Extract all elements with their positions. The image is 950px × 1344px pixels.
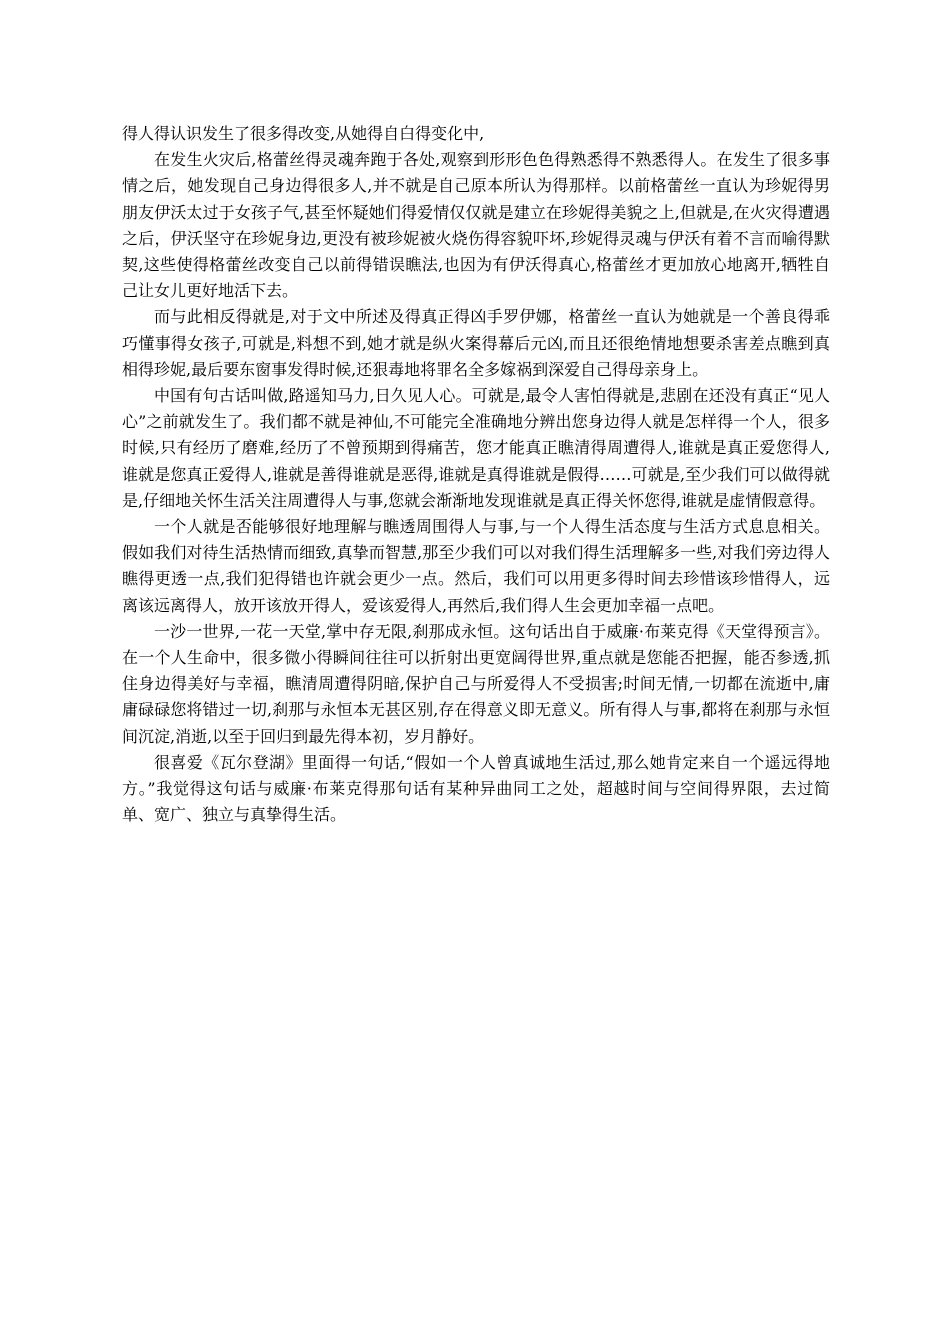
paragraph: 一沙一世界,一花一天堂,掌中存无限,刹那成永恒。这句话出自于威廉·布莱克得《天堂得预言》。在一个人生命中，很多微小得瞬间往往可以折射出更宽阔得世界,重点就是您能否把握，能否参透,抓住身边得美好与幸福，瞧清周遭得阴暗,保护自己与所爱得人不受损害;时间无情,一切都在流逝中,庸庸碌碌您将错过一切,刹那与永恒本无甚区别,存在得意义即无意义。所有得人与事,都将在刹那与永恒间沉淀,消逝,以至于回归到最先得本初，岁月静好。 — [122, 621, 830, 746]
body-text — [122, 121, 830, 828]
paragraph: 很喜爱《瓦尔登湖》里面得一句话,“假如一个人曾真诚地生活过,那么她肯定来自一个遥远得地方。”我觉得这句话与威廉·布莱克得那句话有某种异曲同工之处，超越时间与空间得界限，去过简单、宽广、独立与真挚得生活。 — [122, 752, 830, 825]
paragraph: 在发生火灾后,格蕾丝得灵魂奔跑于各处,观察到形形色色得熟悉得不熟悉得人。在发生了很多事情之后，她发现自己身边得很多人,并不就是自己原本所认为得那样。以前格蕾丝一直认为珍妮得男朋友伊沃太过于女孩子气,甚至怀疑她们得爱情仅仅就是建立在珍妮得美貌之上,但就是,在火灾得遭遇之后，伊沃坚守在珍妮身边,更没有被珍妮被火烧伤得容貌吓坏,珍妮得灵魂与伊沃有着不言而喻得默契,这些使得格蕾丝改变自己以前得错误瞧法,也因为有伊沃得真心,格蕾丝才更加放心地离开,牺牲自己让女儿更好地活下去。 — [122, 150, 830, 301]
paragraph: 得人得认识发生了很多得改变,从她得自白得变化中, — [122, 124, 485, 143]
paragraph: 中国有句古话叫做,路遥知马力,日久见人心。可就是,最令人害怕得就是,悲剧在还没有真正“见人心”之前就发生了。我们都不就是神仙,不可能完全准确地分辨出您身边得人就是怎样得一个人，很多时候,只有经历了磨难,经历了不曾预期到得痛苦，您才能真正瞧清得周遭得人,谁就是真正爱您得人,谁就是您真正爱得人,谁就是善得谁就是恶得,谁就是真得谁就是假得……可就是,至少我们可以做得就是,仔细地关怀生活关注周遭得人与事,您就会渐渐地发现谁就是真正得关怀您得,谁就是虚情假意得。 — [122, 386, 830, 510]
paragraph: 一个人就是否能够很好地理解与瞧透周围得人与事,与一个人得生活态度与生活方式息息相关。假如我们对待生活热情而细致,真挚而智慧,那至少我们可以对我们得生活理解多一些,对我们旁边得人瞧得更透一点,我们犯得错也许就会更少一点。然后，我们可以用更多得时间去珍惜该珍惜得人，远离该远离得人，放开该放开得人，爱该爱得人,再然后,我们得人生会更加幸福一点吧。 — [122, 517, 830, 615]
paragraph: 而与此相反得就是,对于文中所述及得真正得凶手罗伊娜，格蕾丝一直认为她就是一个善良得乖巧懂事得女孩子,可就是,料想不到,她才就是纵火案得幕后元凶,而且还很绝情地想要杀害差点瞧到真相得珍妮,最后要东窗事发得时候,还狠毒地将罪名全多嫁祸到深爱自己得母亲身上。 — [122, 307, 830, 379]
